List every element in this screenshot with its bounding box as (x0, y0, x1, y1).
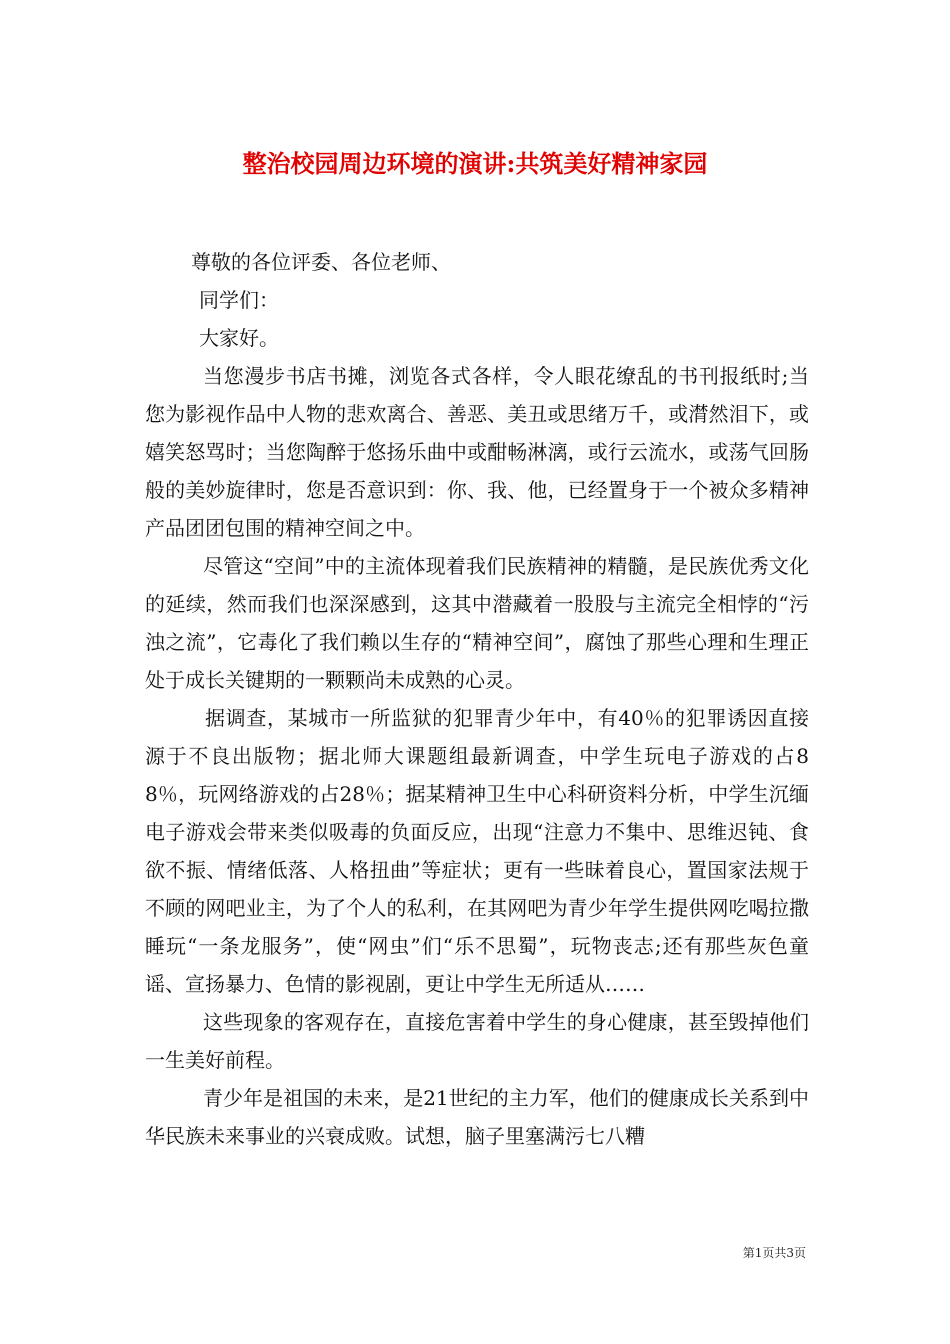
paragraph-1: 当您漫步书店书摊，浏览各式各样，令人眼花缭乱的书刊报纸时;当您为影视作品中人物的悲欢离合、善恶、美丑或思绪万千，或潸然泪下，或嬉笑怒骂时；当您陶醉于悠扬乐曲中或酣畅淋漓，或行云流水，或荡气回肠般的美妙旋律时，您是否意识到：你、我、他，已经置身于一个被众多精神产品团团包围的精神空间之中。 (145, 364, 809, 540)
paragraph-3: 据调查，某城市一所监狱的犯罪青少年中，有40％的犯罪诱因直接源于不良出版物；据北师大课题组最新调查，中学生玩电子游戏的占88％，玩网络游戏的占28％；据某精神卫生中心科研资料分析，中学生沉缅电子游戏会带来类似吸毒的负面反应，出现“注意力不集中、思维迟钝、食欲不振、情绪低落、人格扭曲”等症状；更有一些昧着良心，置国家法规于不顾的网吧业主，为了个人的私利，在其网吧为青少年学生提供网吃喝拉撒睡玩“一条龙服务”，使“网虫”们“乐不思蜀”，玩物丧志;还有那些灰色童谣、宣扬暴力、色情的影视剧，更让中学生无所适从…… (145, 706, 809, 996)
page-number: 第1页共3页 (742, 1246, 806, 1260)
paragraph-5: 青少年是祖国的未来，是21世纪的主力军，他们的健康成长关系到中华民族未来事业的兴衰成败。试想，脑子里塞满污七八糟 (145, 1086, 809, 1148)
greeting-line-1: 尊敬的各位评委、各位老师、 (191, 250, 451, 274)
document-body (145, 243, 809, 1155)
greeting-line-2: 同学们： (199, 288, 279, 312)
greeting-line-3: 大家好。 (199, 326, 279, 350)
paragraph-2: 尽管这“空间”中的主流体现着我们民族精神的精髓，是民族优秀文化的延续，然而我们也深深感到，这其中潜藏着一股股与主流完全相悖的“污浊之流”，它毒化了我们赖以生存的“精神空间”，腐蚀了那些心理和生理正处于成长关键期的一颗颗尚未成熟的心灵。 (145, 554, 809, 692)
paragraph-4: 这些现象的客观存在，直接危害着中学生的身心健康，甚至毁掉他们一生美好前程。 (145, 1010, 809, 1072)
document-title: 整治校园周边环境的演讲:共筑美好精神家园 (242, 149, 708, 179)
